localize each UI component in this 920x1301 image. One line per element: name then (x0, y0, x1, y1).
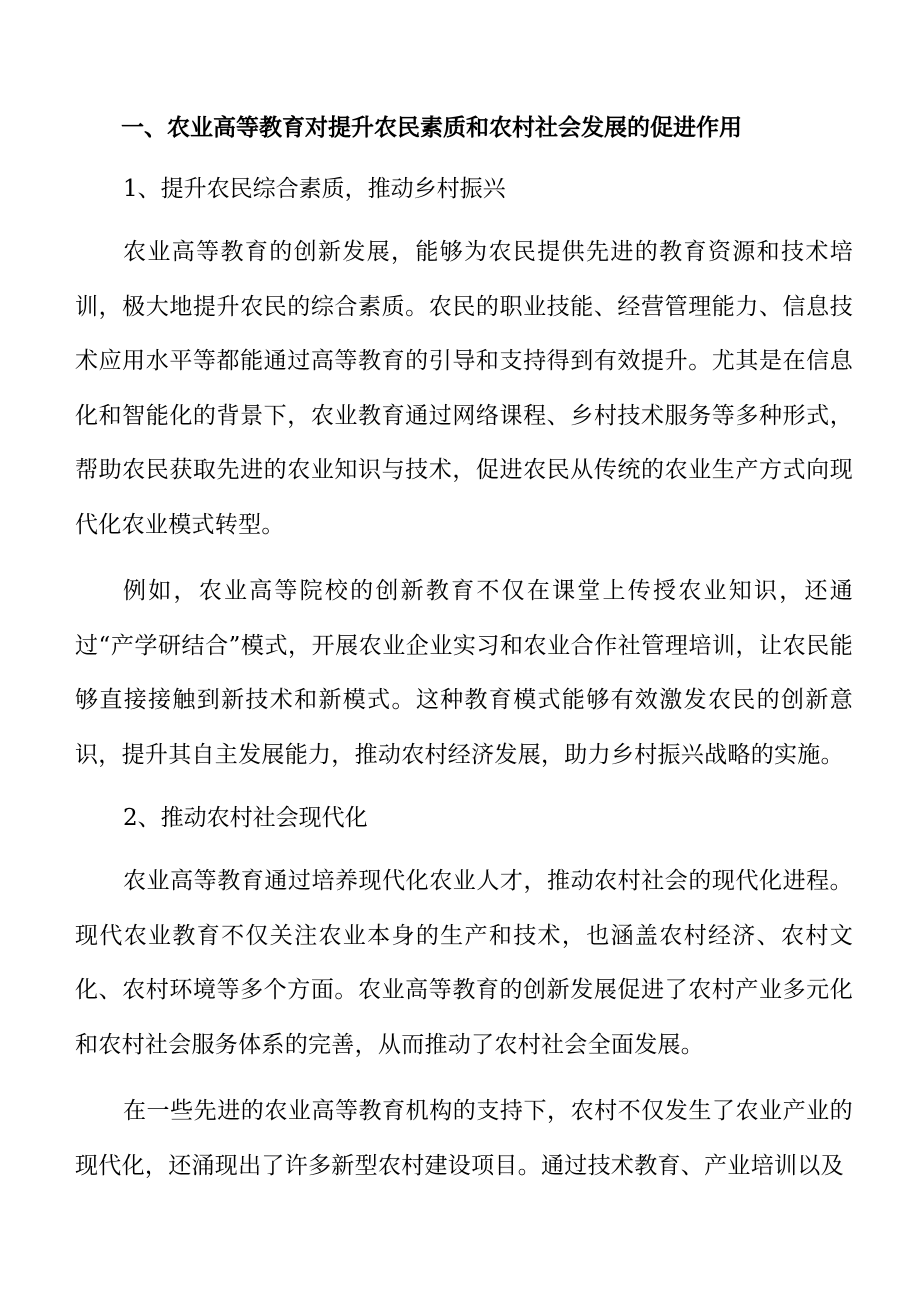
subsection-1-paragraph-2: 例如，农业高等院校的创新教育不仅在课堂上传授农业知识，还通过“产学研结合”模式，开展农业企业实习和农业合作社管理培训，让农民能够直接接触到新技术和新模式。这种教育模式能够有效激发农民的创新意识，提升其自主发展能力，推动农村经济发展，助力乡村振兴战略的实施。 (75, 578, 853, 768)
section-heading: 一、农业高等教育对提升农民素质和农村社会发展的促进作用 (121, 115, 742, 141)
subsection-2-paragraph-1: 农业高等教育通过培养现代化农业人才，推动农村社会的现代化进程。现代农业教育不仅关注农业本身的生产和技术，也涵盖农村经济、农村文化、农村环境等多个方面。农业高等教育的创新发展促进了农村产业多元化和农村社会服务体系的完善，从而推动了农村社会全面发展。 (75, 868, 853, 1058)
subsection-1-title: 1、提升农民综合素质，推动乡村振兴 (123, 176, 506, 202)
subsection-2-title: 2、推动农村社会现代化 (123, 805, 368, 831)
document-page (75, 103, 853, 1205)
subsection-1-paragraph-1: 农业高等教育的创新发展，能够为农民提供先进的教育资源和技术培训，极大地提升农民的综合素质。农民的职业技能、经营管理能力、信息技术应用水平等都能通过高等教育的引导和支持得到有效提升。尤其是在信息化和智能化的背景下，农业教育通过网络课程、乡村技术服务等多种形式，帮助农民获取先进的农业知识与技术，促进农民从传统的农业生产方式向现代化农业模式转型。 (75, 239, 853, 538)
subsection-2-paragraph-2: 在一些先进的农业高等教育机构的支持下，农村不仅发生了农业产业的现代化，还涌现出了许多新型农村建设项目。通过技术教育、产业培训以及 (75, 1098, 853, 1179)
